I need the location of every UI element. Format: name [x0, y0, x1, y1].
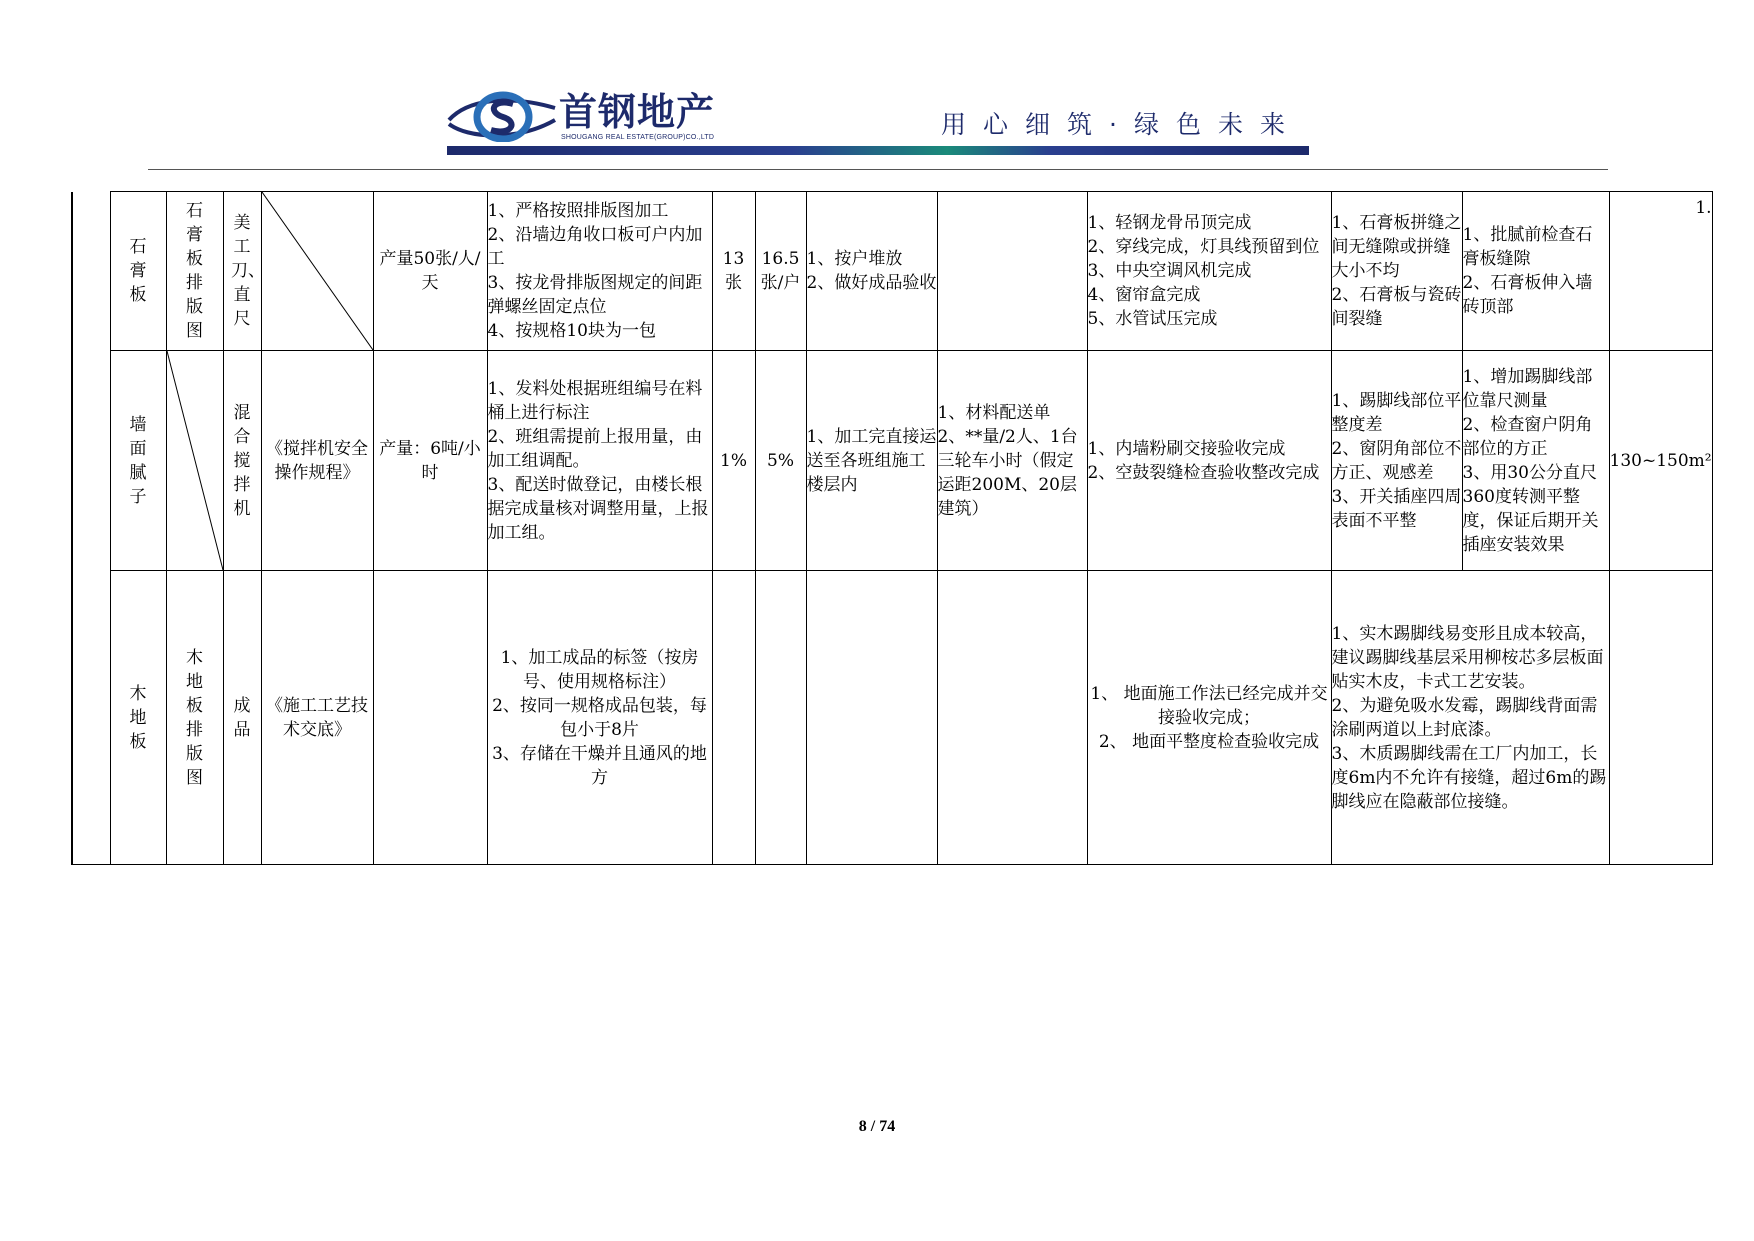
page-number: 8 / 74	[858, 1118, 896, 1135]
transport-cell	[937, 571, 1087, 865]
process-table	[71, 191, 1713, 865]
transport-cell: 1、材料配送单 2、**量/2人、1台三轮车小时（假定运距200M、20层建筑）	[937, 351, 1087, 571]
drawing-text: 石膏板排版图	[186, 201, 203, 341]
last-cell: 130~150m²	[1609, 351, 1712, 571]
left-margin-cell	[72, 192, 110, 865]
process-cell: 1、发料处根据班组编号在料桶上进行标注 2、班组需提前上报用量，由加工组调配。 3、配送时做登记，由楼长根据完成量核对调整用量，上报加工组。	[487, 351, 712, 571]
loss1-cell: 13张	[712, 192, 755, 351]
loss1-cell: 1%	[712, 351, 755, 571]
item-cell	[110, 351, 166, 571]
table-row	[72, 351, 1712, 571]
loss2-cell: 5%	[755, 351, 806, 571]
loss2-cell	[755, 571, 806, 865]
page-header	[447, 88, 1309, 156]
precondition-cell: 1、内墙粉刷交接验收完成 2、空鼓裂缝检查验收整改完成	[1087, 351, 1331, 571]
item-text: 墙面腻子	[129, 414, 147, 507]
measures-cell: 1、批腻前检查石膏板缝隙 2、石膏板伸入墙砖顶部	[1462, 192, 1609, 351]
table-row	[72, 571, 1712, 865]
tool-text: 成品	[233, 695, 251, 740]
output-cell: 产量：6吨/小时	[373, 351, 487, 571]
header-rule	[148, 169, 1608, 170]
last-cell	[1609, 571, 1712, 865]
output-cell	[373, 571, 487, 865]
spec-cell: 《施工工艺技术交底》	[261, 571, 373, 865]
shougang-logo-icon	[447, 90, 557, 142]
last-cell: 1.	[1609, 192, 1712, 351]
item-text: 木地板	[129, 683, 147, 752]
item-text: 石膏板	[129, 237, 147, 305]
table-row	[72, 192, 1712, 351]
drawing-cell	[166, 571, 223, 865]
issues-cell: 1、石膏板拼缝之间无缝隙或拼缝大小不均 2、石膏板与瓷砖间裂缝	[1331, 192, 1462, 351]
transport-cell	[937, 192, 1087, 351]
brand-name-en: SHOUGANG REAL ESTATE(GROUP)CO.,LTD	[561, 134, 715, 141]
diagonal-slash	[167, 351, 223, 570]
delivery-cell	[806, 571, 937, 865]
output-cell: 产量50张/人/天	[373, 192, 487, 351]
drawing-cell	[166, 192, 223, 351]
tool-cell	[223, 351, 261, 571]
diagonal-slash	[262, 192, 373, 350]
header-color-bar	[447, 146, 1309, 155]
spec-cell: 《搅拌机安全操作规程》	[261, 351, 373, 571]
issues-measures-cell: 1、实木踢脚线易变形且成本较高，建议踢脚线基层采用柳桉芯多层板面贴实木皮，卡式工艺安装。 2、为避免吸水发霉，踢脚线背面需涂刷两道以上封底漆。 3、木质踢脚线需在工厂内加工，长度6m内不允许有接缝，超过6m的踢脚线应在隐蔽部位接缝。	[1331, 571, 1609, 865]
item-cell	[110, 192, 166, 351]
measures-cell: 1、增加踢脚线部位靠尺测量 2、检查窗户阴角部位的方正 3、用30公分直尺360度转测平整度，保证后期开关插座安装效果	[1462, 351, 1609, 571]
item-cell	[110, 571, 166, 865]
precondition-cell: 1、 地面施工作法已经完成并交接验收完成； 2、 地面平整度检查验收完成	[1087, 571, 1331, 865]
drawing-text: 木地板排版图	[186, 647, 203, 788]
spec-cell-empty	[261, 192, 373, 351]
slogan: 用心细筑·绿色未来	[941, 110, 1302, 139]
delivery-cell: 1、加工完直接运送至各班组施工楼层内	[806, 351, 937, 571]
process-cell: 1、加工成品的标签（按房号、使用规格标注） 2、按同一规格成品包装，每包小于8片 3、存储在干燥并且通风的地方	[487, 571, 712, 865]
loss2-cell: 16.5张/户	[755, 192, 806, 351]
tool-cell	[223, 571, 261, 865]
drawing-cell-empty	[166, 351, 223, 571]
process-cell: 1、严格按照排版图加工 2、沿墙边角收口板可户内加工 3、按龙骨排版图规定的间距弹螺丝固定点位 4、按规格10块为一包	[487, 192, 712, 351]
precondition-cell: 1、轻钢龙骨吊顶完成 2、穿线完成，灯具线预留到位 3、中央空调风机完成 4、窗帘盒完成 5、水管试压完成	[1087, 192, 1331, 351]
tool-text: 混合搅拌机	[233, 402, 251, 519]
brand-name: 首钢地产	[559, 90, 716, 134]
tool-cell	[223, 192, 265, 351]
tool-text: 美工刀、直尺	[231, 213, 265, 329]
loss1-cell	[712, 571, 755, 865]
issues-cell: 1、踢脚线部位平整度差 2、窗阴角部位不方正、观感差 3、开关插座四周表面不平整	[1331, 351, 1462, 571]
delivery-cell: 1、按户堆放 2、做好成品验收	[806, 192, 937, 351]
